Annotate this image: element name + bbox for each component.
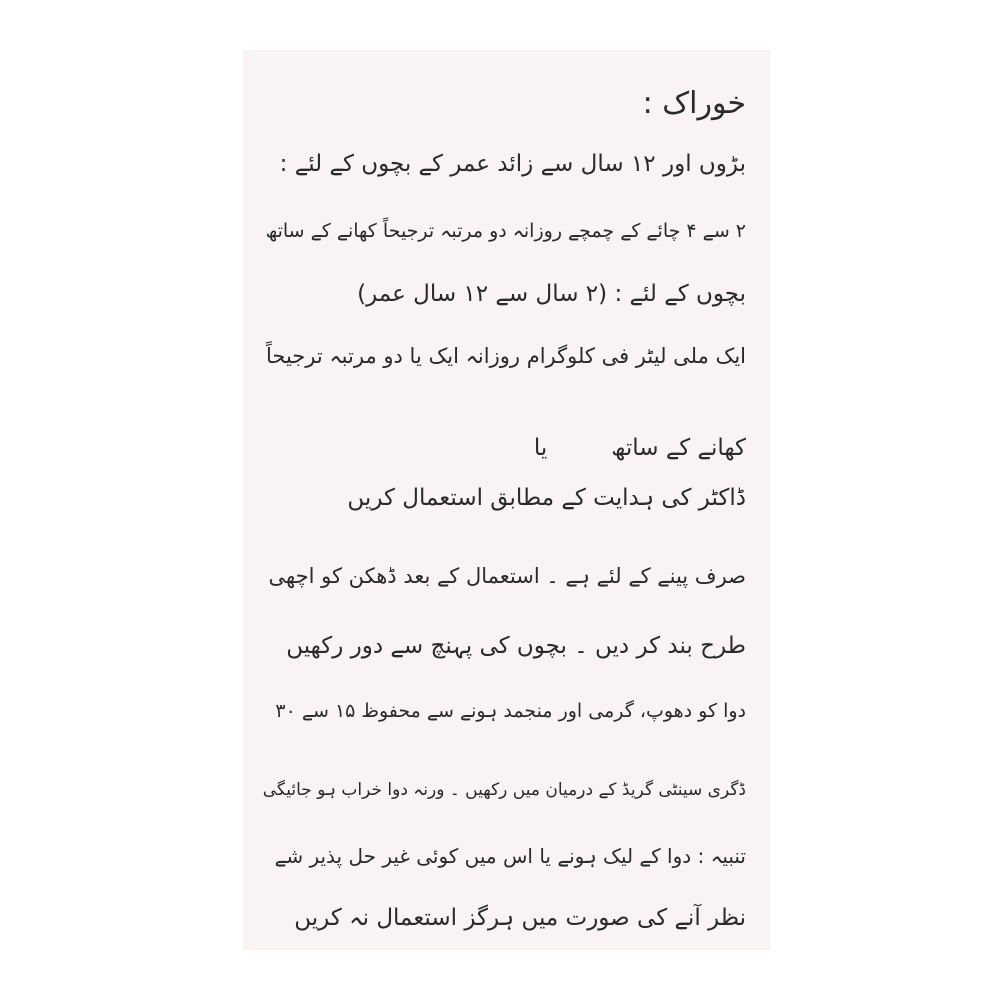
- adults-dosage-label: بڑوں اور ۱۲ سال سے زائد عمر کے بچوں کے لئے :: [279, 151, 746, 177]
- adults-dosage-text: ۲ سے ۴ چائے کے چمچے روزانہ دو مرتبہ ترجیحاً کھانے کے ساتھ: [265, 220, 746, 242]
- instruction-line-4: ڈگری سینٹی گریڈ کے درمیان میں رکھیں ۔ ورنہ دوا خراب ہو جائیگی: [262, 780, 746, 800]
- children-dosage-label: بچوں کے لئے : (۲ سال سے ۱۲ سال عمر): [357, 281, 746, 307]
- instruction-line-2: طرح بند کر دیں ۔ بچوں کی پہنچ سے دور رکھیں: [286, 633, 746, 659]
- children-dosage-text-1: ایک ملی لیٹر فی کلوگرام روزانہ ایک یا دو مرتبہ ترجیحاً: [266, 344, 746, 368]
- children-dosage-text-2-row: [534, 430, 746, 466]
- medicine-leaflet-card: [243, 50, 770, 950]
- warning-line-2: نظر آنے کی صورت میں ہرگز استعمال نہ کریں: [294, 905, 746, 931]
- instruction-line-1: صرف پینے کے لئے ہے ۔ استعمال کے بعد ڈھکن کو اچھی: [268, 564, 746, 588]
- instruction-line-3: دوا کو دھوپ، گرمی اور منجمد ہونے سے محفوظ ۱۵ سے ۳۰: [275, 700, 746, 722]
- warning-line-1: تنبیہ : دوا کے لیک ہونے یا اس میں کوئی غیر حل پذیر شے: [274, 844, 746, 868]
- doctor-advice-text: ڈاکٹر کی ہدایت کے مطابق استعمال کریں: [347, 485, 746, 511]
- children-dosage-text-2: کھانے کے ساتھ: [611, 435, 746, 461]
- or-word: یا: [533, 435, 548, 461]
- dosage-heading: خوراک :: [642, 86, 746, 121]
